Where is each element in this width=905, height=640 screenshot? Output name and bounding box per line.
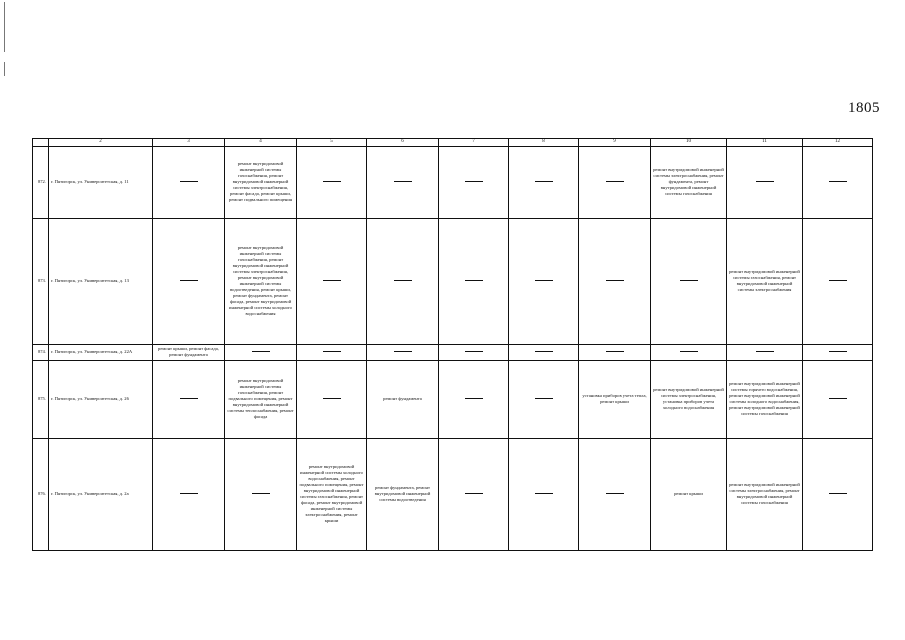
repair-works-cell: ремонт фундамента [367, 360, 439, 438]
repair-works-cell: установка приборов учета тепла, ремонт крыши [579, 360, 651, 438]
dash-mark [606, 493, 624, 494]
repair-works-cell: ремонт внутридомовой инженерной системы холодного водоснабжения, ремонт подвального помещения, ремонт внутридомовой инженерной системы газоснабжения, ремонт фасада, ремонт внутридомовой инженерной системы электроснабжения, ремонт крыши [297, 438, 367, 550]
row-number: 872. [33, 146, 49, 218]
scan-edge-mark [4, 62, 5, 76]
empty-cell [579, 344, 651, 360]
empty-cell [225, 438, 297, 550]
column-header: 12 [803, 139, 873, 147]
empty-cell [297, 218, 367, 344]
dash-mark [323, 398, 341, 399]
dash-mark [606, 351, 624, 352]
column-header: 3 [153, 139, 225, 147]
column-header: 8 [509, 139, 579, 147]
empty-cell [803, 146, 873, 218]
repair-works-cell: ремонт внутридомовой инженерной системы газоснабжения, ремонт внутридомовой инженерной системы электроснабжения [727, 218, 803, 344]
column-header: 6 [367, 139, 439, 147]
header-row [33, 139, 873, 147]
scan-edge-mark [4, 2, 5, 52]
dash-mark [180, 181, 198, 182]
empty-cell [153, 218, 225, 344]
address-cell: г. Пятигорск, ул. Университетская, д. 13 [49, 218, 153, 344]
dash-mark [180, 493, 198, 494]
dash-mark [465, 351, 483, 352]
repair-works-cell: ремонт внутридомовой инженерной системы газоснабжения, ремонт внутридомовой инженерной системы электроснабжения, ремонт внутридомовой инженерной системы водоотведения, ремонт крыши, ремонт фундамента, ремонт фасада, ремонт внутридомовой инженерной системы холодного водоснабжения [225, 218, 297, 344]
empty-cell [727, 146, 803, 218]
dash-mark [323, 351, 341, 352]
repair-works-cell: ремонт внутридомовой инженерной системы газоснабжения, ремонт внутридомовой инженерной системы электроснабжения, ремонт фасада, ремонт крыши, ремонт подвального помещения [225, 146, 297, 218]
dash-mark [680, 280, 698, 281]
dash-mark [394, 351, 412, 352]
row-number: 874. [33, 344, 49, 360]
dash-mark [535, 351, 553, 352]
repair-works-cell: ремонт внутридомовой инженерной системы газоснабжения, ремонт подвального помещения, ремонт внутридомовой инженерной системы теплоснабжения, ремонт фасада [225, 360, 297, 438]
empty-cell [367, 218, 439, 344]
dash-mark [535, 398, 553, 399]
column-header: 5 [297, 139, 367, 147]
row-number: 875. [33, 360, 49, 438]
empty-cell [579, 438, 651, 550]
empty-cell [439, 218, 509, 344]
dash-mark [680, 351, 698, 352]
repair-works-cell: ремонт фундамента, ремонт внутридомовой инженерной системы водоотведения [367, 438, 439, 550]
dash-mark [465, 493, 483, 494]
dash-mark [323, 181, 341, 182]
empty-cell [803, 218, 873, 344]
dash-mark [756, 181, 774, 182]
repairs-table [32, 138, 873, 551]
repair-works-cell: ремонт внутридомовой инженерной системы горячего водоснабжения, ремонт внутридомовой инженерной системы холодного водоснабжения, ремонт внутридомовой инженерной системы газоснабжения [727, 360, 803, 438]
dash-mark [180, 280, 198, 281]
dash-mark [180, 398, 198, 399]
table-row [33, 360, 873, 438]
empty-cell [509, 344, 579, 360]
dash-mark [606, 181, 624, 182]
column-header: 9 [579, 139, 651, 147]
row-number: 876. [33, 438, 49, 550]
dash-mark [323, 280, 341, 281]
column-header: 10 [651, 139, 727, 147]
address-cell: г. Пятигорск, ул. Университетская, д. 11 [49, 146, 153, 218]
dash-mark [535, 280, 553, 281]
empty-cell [225, 344, 297, 360]
empty-cell [651, 344, 727, 360]
column-header [33, 139, 49, 147]
repair-works-cell: ремонт внутридомовой инженерной системы электроснабжения, ремонт внутридомовой инженерной системы газоснабжения [727, 438, 803, 550]
empty-cell [651, 218, 727, 344]
dash-mark [535, 493, 553, 494]
empty-cell [803, 438, 873, 550]
dash-mark [829, 280, 847, 281]
row-number: 873. [33, 218, 49, 344]
address-cell: г. Пятигорск, ул. Университетская, д. 2а [49, 438, 153, 550]
dash-mark [829, 398, 847, 399]
empty-cell [297, 360, 367, 438]
column-header: 7 [439, 139, 509, 147]
dash-mark [606, 280, 624, 281]
table-row [33, 146, 873, 218]
page-number: 1805 [848, 100, 880, 116]
empty-cell [153, 146, 225, 218]
repair-works-cell: ремонт крыши [651, 438, 727, 550]
empty-cell [297, 146, 367, 218]
empty-cell [803, 344, 873, 360]
repair-works-cell: ремонт внутридомовой инженерной системы электроснабжения, установка приборов учета холодного водоснабжения [651, 360, 727, 438]
empty-cell [509, 438, 579, 550]
empty-cell [509, 146, 579, 218]
address-cell: г. Пятигорск, ул. Университетская, д. 26 [49, 360, 153, 438]
dash-mark [394, 280, 412, 281]
dash-mark [394, 181, 412, 182]
empty-cell [297, 344, 367, 360]
column-header: 2 [49, 139, 153, 147]
empty-cell [367, 344, 439, 360]
dash-mark [465, 398, 483, 399]
empty-cell [153, 360, 225, 438]
dash-mark [465, 181, 483, 182]
dash-mark [252, 351, 270, 352]
empty-cell [439, 146, 509, 218]
empty-cell [727, 344, 803, 360]
repair-works-cell: ремонт крыши, ремонт фасада, ремонт фундамента [153, 344, 225, 360]
empty-cell [579, 218, 651, 344]
dash-mark [465, 280, 483, 281]
column-header: 4 [225, 139, 297, 147]
dash-mark [829, 181, 847, 182]
column-header: 11 [727, 139, 803, 147]
dash-mark [252, 493, 270, 494]
dash-mark [756, 351, 774, 352]
empty-cell [439, 438, 509, 550]
table-row [33, 344, 873, 360]
empty-cell [439, 344, 509, 360]
table-row [33, 438, 873, 550]
empty-cell [509, 218, 579, 344]
address-cell: г. Пятигорск, ул. Университетская, д. 22А [49, 344, 153, 360]
empty-cell [153, 438, 225, 550]
empty-cell [803, 360, 873, 438]
empty-cell [367, 146, 439, 218]
empty-cell [579, 146, 651, 218]
table-row [33, 218, 873, 344]
dash-mark [829, 351, 847, 352]
dash-mark [829, 493, 847, 494]
empty-cell [439, 360, 509, 438]
empty-cell [509, 360, 579, 438]
dash-mark [535, 181, 553, 182]
repair-works-cell: ремонт внутридомовой инженерной системы электроснабжения, ремонт фундамента, ремонт внутридомовой инженерной системы газоснабжения [651, 146, 727, 218]
